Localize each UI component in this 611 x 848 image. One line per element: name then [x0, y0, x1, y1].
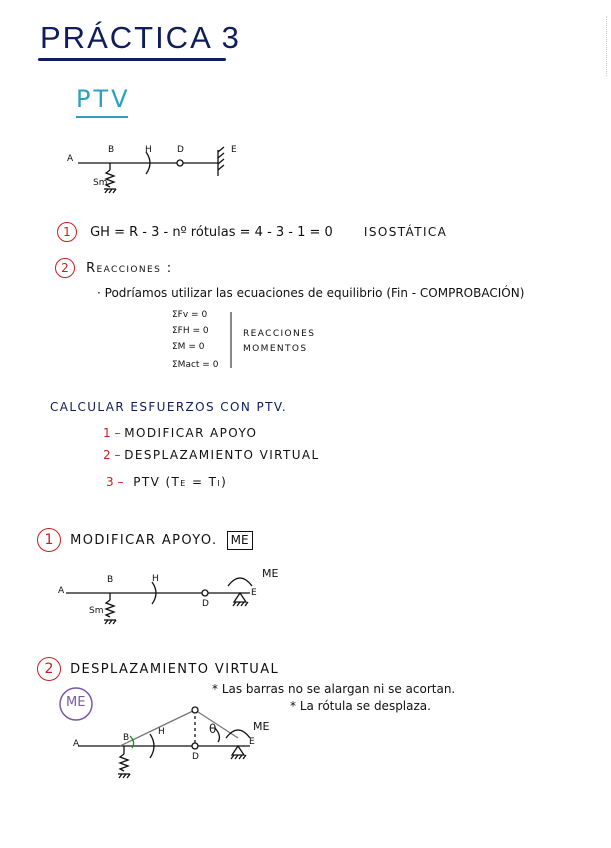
fixed-support-e-1: [218, 147, 224, 170]
item-1-number: 1: [57, 222, 77, 242]
item-2-number: 2: [55, 258, 75, 278]
label-me-2: ME: [262, 567, 279, 580]
eq-2: ΣFH = 0: [172, 326, 209, 336]
label-b-3: B: [123, 733, 130, 743]
label-a-2: A: [58, 586, 65, 596]
calc-step-3-text: PTV (Te = Ti): [133, 475, 228, 489]
label-me-3: ME: [253, 720, 270, 733]
spring-3: [120, 754, 128, 771]
moment-me-arrow-3: [226, 730, 250, 738]
label-d-2: D: [202, 599, 209, 609]
label-h-3: H: [158, 727, 165, 737]
calc-step-1-num: 1 –: [103, 426, 121, 440]
calc-step-3: [106, 475, 227, 489]
hinge-d-1: [177, 160, 183, 166]
label-e-3: E: [249, 737, 255, 747]
calc-step-3-num: 3 –: [106, 475, 124, 489]
section-2-heading: [37, 657, 279, 681]
section-1-number: 1: [37, 528, 61, 552]
moment-me-arrow-2: [228, 578, 252, 586]
label-b-1: B: [108, 145, 115, 155]
note-2: * La rótula se desplaza.: [290, 699, 431, 713]
section-2-number: 2: [37, 657, 61, 681]
section-1-heading: [37, 528, 253, 552]
section-2-title: DESPLAZAMIENTO VIRTUAL: [70, 662, 280, 677]
calc-step-2: [103, 448, 320, 462]
section-2-circle-label: ME: [66, 695, 86, 710]
spring-2: [106, 600, 114, 617]
calc-step-1: [103, 426, 257, 440]
label-theta-3: θ: [209, 722, 217, 736]
item-1-row: [57, 221, 447, 242]
item-2-row: [55, 257, 173, 278]
eq-1: ΣFv = 0: [172, 310, 208, 320]
pin-support-e-3: [232, 746, 244, 755]
section-1-box: ME: [227, 531, 253, 550]
label-spring-2: Sm: [89, 606, 104, 616]
hinge-d-2: [202, 590, 208, 596]
label-b-2: B: [107, 575, 114, 585]
calc-heading: CALCULAR ESFUERZOS CON PTV.: [50, 400, 288, 414]
label-d-1: D: [177, 145, 184, 155]
calc-step-2-text: DESPLAZAMIENTO VIRTUAL: [124, 448, 320, 462]
item-2-label: Reacciones :: [86, 261, 173, 276]
eq-label-momentos: MOMENTOS: [243, 344, 308, 354]
calc-step-2-num: 2 –: [103, 448, 121, 462]
pin-support-e-2: [234, 593, 246, 602]
label-e-2: E: [251, 588, 257, 598]
label-h-1: H: [145, 145, 152, 155]
eq-4: ΣMact = 0: [172, 360, 219, 370]
item-2-text: · Podríamos utilizar las ecuaciones de equilibrio (Fin - COMPROBACIÓN): [97, 286, 525, 300]
page-title: PRÁCTICA 3: [40, 20, 241, 55]
label-h-2: H: [152, 574, 159, 584]
eq-label-reacciones: REACCIONES: [243, 329, 316, 339]
section-1-title: MODIFICAR APOYO.: [70, 533, 218, 548]
calc-step-1-text: MODIFICAR APOYO: [124, 426, 258, 440]
label-a-1: A: [67, 154, 74, 164]
eq-3: ΣM = 0: [172, 342, 205, 352]
subtitle: PTV: [76, 85, 131, 113]
label-e-1: E: [231, 145, 237, 155]
item-1-class: ISOSTÁTICA: [363, 225, 448, 239]
label-d-3: D: [192, 752, 199, 762]
deformed-bar-2: [195, 710, 238, 738]
label-spring-1: Sm: [93, 178, 108, 188]
item-1-formula: GH = R - 3 - nº rótulas = 4 - 3 - 1 = 0: [90, 225, 333, 240]
label-a-3: A: [73, 739, 80, 749]
note-1: * Las barras no se alargan ni se acortan.: [212, 682, 456, 696]
